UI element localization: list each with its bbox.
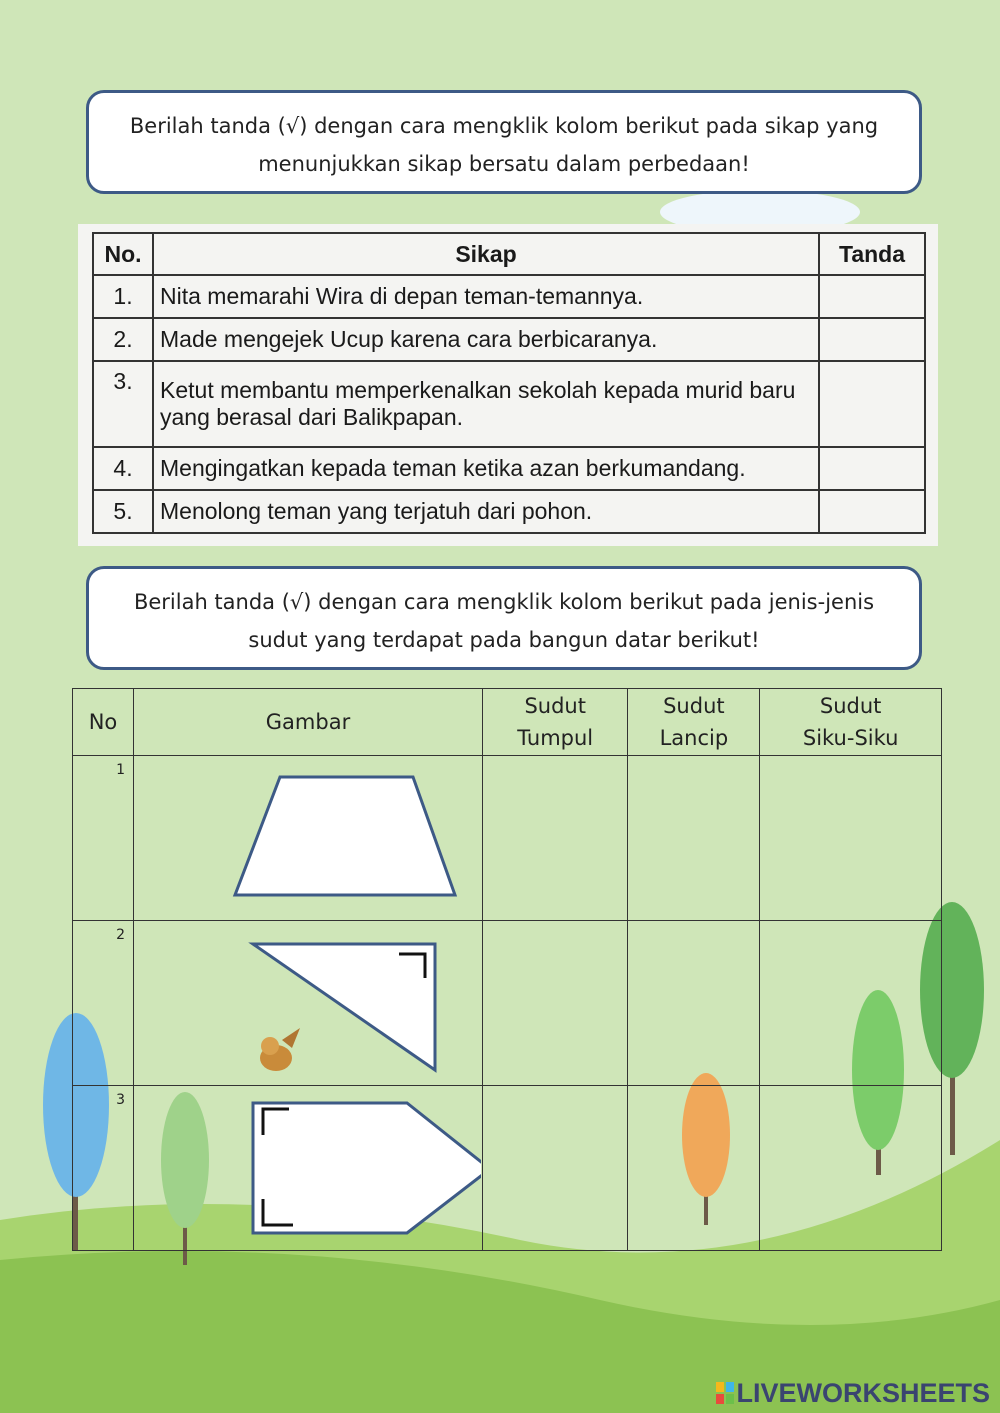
- instruction-2-line-2: sudut yang terdapat pada bangun datar berikut!: [248, 628, 760, 652]
- shape-cell: [134, 921, 483, 1086]
- row-text: Made mengejek Ucup karena cara berbicaranya.: [153, 318, 819, 361]
- row-number: 1: [73, 756, 134, 921]
- row-number: 4.: [93, 447, 153, 490]
- brand-name: LIVEWORKSHEETS: [736, 1378, 990, 1408]
- tumpul-cell-1[interactable]: [483, 756, 628, 921]
- liveworksheets-icon: [716, 1382, 734, 1404]
- liveworksheets-logo: [716, 1378, 990, 1409]
- table-row: [93, 275, 925, 318]
- header-no: No: [73, 689, 134, 756]
- tumpul-cell-2[interactable]: [483, 921, 628, 1086]
- tanda-cell-2[interactable]: [819, 318, 925, 361]
- row-number: 3.: [93, 361, 153, 447]
- lancip-cell-2[interactable]: [628, 921, 760, 1086]
- header-tanda: Tanda: [819, 233, 925, 275]
- instruction-1-line-1: Berilah tanda (√) dengan cara mengklik kolom berikut pada sikap yang: [129, 114, 879, 138]
- table-row: [73, 921, 942, 1086]
- instruction-1-line-2: menunjukkan sikap bersatu dalam perbedaan!: [258, 152, 750, 176]
- trapezoid-shape: [135, 757, 481, 915]
- shape-cell: [134, 756, 483, 921]
- lancip-cell-1[interactable]: [628, 756, 760, 921]
- header-siku-line-1: Sudut: [819, 694, 882, 718]
- row-text: Menolong teman yang terjatuh dari pohon.: [153, 490, 819, 533]
- header-gambar: Gambar: [134, 689, 483, 756]
- sudut-table-header: [73, 689, 942, 756]
- header-sudut-siku: [760, 689, 942, 756]
- lancip-cell-3[interactable]: [628, 1086, 760, 1251]
- row-number: 2.: [93, 318, 153, 361]
- row-text: Nita memarahi Wira di depan teman-temannya.: [153, 275, 819, 318]
- header-no: No.: [93, 233, 153, 275]
- tanda-cell-5[interactable]: [819, 490, 925, 533]
- header-sudut-tumpul: [483, 689, 628, 756]
- header-sudut-lancip: [628, 689, 760, 756]
- tanda-cell-4[interactable]: [819, 447, 925, 490]
- header-sikap: Sikap: [153, 233, 819, 275]
- siku-cell-2[interactable]: [760, 921, 942, 1086]
- sikap-table-image: [78, 224, 938, 546]
- header-lancip-line-1: Sudut: [663, 694, 725, 718]
- instruction-2-line-1: Berilah tanda (√) dengan cara mengklik kolom berikut pada jenis-jenis: [133, 590, 875, 614]
- table-row: [73, 1086, 942, 1251]
- right-triangle-shape: [135, 922, 481, 1080]
- table-row: [93, 447, 925, 490]
- siku-cell-3[interactable]: [760, 1086, 942, 1251]
- row-text: Ketut membantu memperkenalkan sekolah kepada murid baru yang berasal dari Balikpapan.: [153, 361, 819, 447]
- sikap-table-header: [93, 233, 925, 275]
- row-number: 1.: [93, 275, 153, 318]
- header-siku-line-2: Siku-Siku: [802, 726, 899, 750]
- sikap-table: [92, 232, 926, 534]
- instruction-box-2: [86, 566, 922, 670]
- row-text: Mengingatkan kepada teman ketika azan berkumandang.: [153, 447, 819, 490]
- header-tumpul-line-2: Tumpul: [517, 726, 594, 750]
- header-tumpul-line-1: Sudut: [524, 694, 586, 718]
- siku-cell-1[interactable]: [760, 756, 942, 921]
- table-row: [73, 756, 942, 921]
- table-row: [93, 318, 925, 361]
- row-number: 5.: [93, 490, 153, 533]
- tumpul-cell-3[interactable]: [483, 1086, 628, 1251]
- row-number: 2: [73, 921, 134, 1086]
- table-row: [93, 490, 925, 533]
- pentagon-shape: [135, 1087, 481, 1245]
- tanda-cell-1[interactable]: [819, 275, 925, 318]
- tanda-cell-3[interactable]: [819, 361, 925, 447]
- row-number: 3: [73, 1086, 134, 1251]
- sudut-table: [72, 688, 942, 1251]
- table-row: [93, 361, 925, 447]
- instruction-box-1: [86, 90, 922, 194]
- header-lancip-line-2: Lancip: [659, 726, 729, 750]
- shape-cell: [134, 1086, 483, 1251]
